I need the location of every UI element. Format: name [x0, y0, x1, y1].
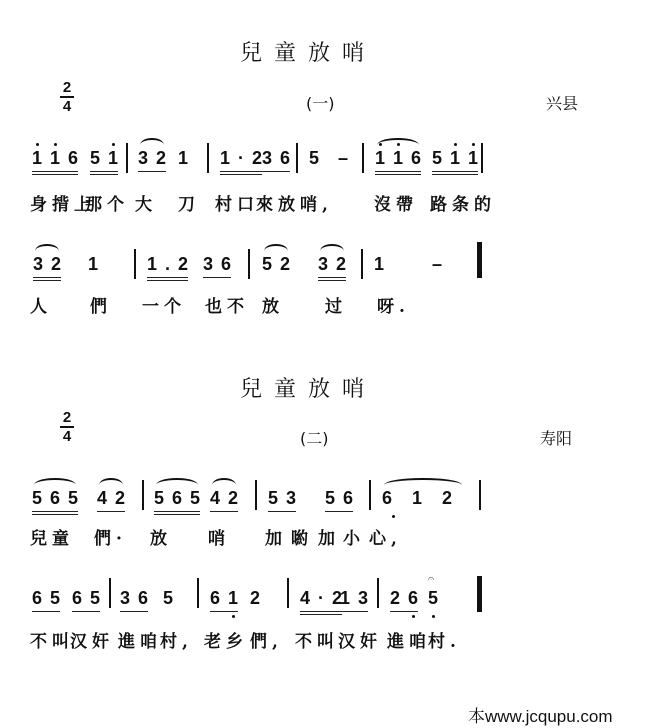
- note-group: [300, 588, 342, 615]
- barline: [142, 480, 144, 510]
- time-sig-denominator: 4: [62, 428, 72, 445]
- barline: [207, 143, 209, 173]
- note-group: [325, 488, 353, 512]
- lyric: 沒帶: [374, 195, 418, 215]
- note-digit: 2: [178, 254, 189, 274]
- lyric: 人: [30, 297, 52, 317]
- note: [428, 588, 438, 611]
- lyric: 們·: [94, 529, 127, 549]
- note-digit: 5: [190, 488, 201, 508]
- final-barline: [477, 576, 482, 612]
- note-group: [90, 148, 118, 175]
- lyric: 呀.: [377, 297, 410, 317]
- note-digit: 3: [120, 588, 131, 608]
- note-digit: 6: [411, 148, 422, 168]
- note-group: [120, 588, 148, 612]
- note-digit: ·: [238, 148, 245, 168]
- lyric: 汉奸: [338, 632, 382, 652]
- note-group: [375, 148, 421, 175]
- note-group: [203, 254, 231, 278]
- note-group: [262, 254, 290, 277]
- note-digit: 2: [390, 588, 401, 608]
- lyric: 过: [325, 297, 347, 317]
- note-group: [210, 588, 238, 612]
- note-group: [432, 148, 478, 175]
- barline: [248, 249, 250, 279]
- note-group: [72, 588, 100, 612]
- note: [374, 254, 384, 277]
- song2-region: 寿阳: [540, 429, 573, 448]
- barline: [287, 578, 289, 608]
- note: [178, 148, 188, 171]
- lyric: 兒童: [30, 529, 74, 549]
- note-digit: 1: [412, 488, 435, 508]
- note-digit: 5: [309, 148, 320, 168]
- dash: [432, 254, 442, 277]
- note-digit: 2: [156, 148, 167, 168]
- note-digit: 1: [108, 148, 119, 168]
- note-digit: 2: [280, 254, 291, 274]
- note-digit: 3: [286, 488, 297, 508]
- barline: [361, 249, 363, 279]
- lyric: 不叫: [30, 632, 74, 652]
- note-group: [97, 488, 125, 512]
- note-digit: 2: [115, 488, 126, 508]
- note-digit: 4: [300, 588, 311, 608]
- note-group: [32, 488, 78, 515]
- lyric: 進咱: [118, 632, 162, 652]
- note-digit: ·: [318, 588, 325, 608]
- note-digit: 6: [68, 148, 79, 168]
- note-digit: 6: [32, 588, 43, 608]
- note-digit: 2: [51, 254, 62, 274]
- barline: [481, 143, 483, 173]
- barline: [369, 480, 371, 510]
- lyric: 大: [135, 195, 157, 215]
- note-group: [262, 148, 290, 172]
- note-digit: 3: [138, 148, 149, 168]
- note: [309, 148, 319, 171]
- lyric: 來放: [256, 195, 300, 215]
- barline: [134, 249, 136, 279]
- note-group: [390, 588, 418, 612]
- song1-time-signature: [60, 80, 74, 114]
- note-digit: 6: [50, 488, 61, 508]
- time-sig-numerator: 2: [62, 409, 72, 426]
- note-digit: 5: [325, 488, 336, 508]
- lyric: 一个: [142, 297, 186, 317]
- note-digit: 5: [428, 588, 439, 608]
- lyric: 也不: [205, 297, 249, 317]
- note-group: [33, 254, 61, 281]
- note-digit: 5: [432, 148, 443, 168]
- lyric: 加: [265, 529, 287, 549]
- note-digit: 6: [382, 488, 405, 508]
- note-digit: 6: [72, 588, 83, 608]
- note-digit: 1: [88, 254, 99, 274]
- note-digit: 6: [172, 488, 183, 508]
- note-digit: –: [432, 254, 443, 274]
- note-group: [318, 254, 346, 281]
- lyric: 們: [90, 297, 112, 317]
- barline: [109, 578, 111, 608]
- note-group: [210, 488, 238, 512]
- song1-title: 兒童放哨: [240, 41, 377, 66]
- song1-section: (一): [306, 94, 335, 113]
- note-group: [32, 588, 60, 612]
- note-digit: 1: [220, 148, 231, 168]
- note-digit: 1: [32, 148, 43, 168]
- note-digit: 2: [250, 588, 261, 608]
- note-digit: 3: [33, 254, 44, 274]
- note-digit: 5: [90, 588, 101, 608]
- note-digit: .: [165, 254, 171, 274]
- lyric: 們,: [250, 632, 283, 652]
- note-digit: 5: [90, 148, 101, 168]
- note-group: [138, 148, 166, 172]
- lyric: 村.: [428, 632, 461, 652]
- final-barline: [477, 242, 482, 278]
- note-digit: –: [338, 148, 349, 168]
- lyric: 哨,: [300, 195, 333, 215]
- note: [250, 588, 260, 611]
- note-digit: 1: [147, 254, 158, 274]
- barline: [377, 578, 379, 608]
- note-digit: 5: [50, 588, 61, 608]
- barline: [479, 480, 481, 510]
- note-digit: 1: [228, 588, 239, 608]
- note-digit: 2: [252, 148, 263, 168]
- note-digit: 3: [262, 148, 273, 168]
- lyric: 刀: [178, 195, 200, 215]
- note: [88, 254, 98, 277]
- lyric: 心,: [369, 529, 402, 549]
- song2-section: (二): [300, 429, 329, 448]
- lyric: 放: [150, 529, 172, 549]
- note-digit: 6: [280, 148, 291, 168]
- song2-title: 兒童放哨: [240, 377, 377, 402]
- barline: [197, 578, 199, 608]
- note-digit: 2: [332, 588, 343, 608]
- barline: [255, 480, 257, 510]
- fermata-icon: 𝄐: [428, 572, 435, 585]
- lyric: 老乡: [204, 632, 248, 652]
- note-group: [154, 488, 200, 515]
- note-group: [340, 588, 368, 612]
- note-digit: 5: [32, 488, 43, 508]
- barline: [296, 143, 298, 173]
- note-digit: 5: [68, 488, 79, 508]
- note-digit: 1: [468, 148, 479, 168]
- note-digit: 6: [343, 488, 354, 508]
- note-digit: 3: [358, 588, 369, 608]
- dash: [338, 148, 348, 171]
- note-digit: 5: [154, 488, 165, 508]
- barline: [362, 143, 364, 173]
- note-digit: 4: [210, 488, 221, 508]
- note-digit: 1: [374, 254, 385, 274]
- song2-time-signature: [60, 410, 74, 444]
- lyric: 哨: [208, 529, 230, 549]
- lyric: 那个: [85, 195, 129, 215]
- lyric: 進咱: [387, 632, 431, 652]
- note-digit: 2: [336, 254, 347, 274]
- note: [163, 588, 173, 611]
- watermark: 本www.jcqupu.com: [468, 707, 613, 726]
- note-digit: 5: [163, 588, 174, 608]
- note-digit: 6: [408, 588, 419, 608]
- note-digit: 1: [450, 148, 461, 168]
- lyric: 喲: [291, 529, 313, 549]
- note-digit: 6: [210, 588, 221, 608]
- lyric: 身揹上: [30, 195, 96, 215]
- note-digit: 5: [268, 488, 279, 508]
- lyric: 路条的: [430, 195, 496, 215]
- note-digit: 1: [393, 148, 404, 168]
- note-digit: 1: [178, 148, 189, 168]
- lyric: 小: [343, 529, 365, 549]
- note-group: [268, 488, 296, 512]
- song1-region: 兴县: [546, 94, 579, 113]
- lyric: 放: [262, 297, 284, 317]
- note-group: [147, 254, 188, 281]
- barline: [126, 143, 128, 173]
- note-digit: 1: [340, 588, 351, 608]
- lyric: 汉奸: [70, 632, 114, 652]
- note-digit: 3: [318, 254, 329, 274]
- time-sig-numerator: 2: [62, 79, 72, 96]
- lyric: 加: [318, 529, 340, 549]
- lyric: 村口: [215, 195, 259, 215]
- note-digit: 6: [138, 588, 149, 608]
- lyric: 村,: [160, 632, 193, 652]
- note-digit: 1: [50, 148, 61, 168]
- note-digit: 3: [203, 254, 214, 274]
- time-sig-denominator: 4: [62, 98, 72, 115]
- note-group: [382, 488, 464, 511]
- note-digit: 2: [442, 488, 465, 508]
- note-group: [32, 148, 78, 175]
- note-digit: 4: [97, 488, 108, 508]
- note-group: [220, 148, 262, 175]
- note-digit: 1: [375, 148, 386, 168]
- note-digit: 5: [262, 254, 273, 274]
- lyric: 不叫: [295, 632, 339, 652]
- note-digit: 6: [221, 254, 232, 274]
- note-digit: 2: [228, 488, 239, 508]
